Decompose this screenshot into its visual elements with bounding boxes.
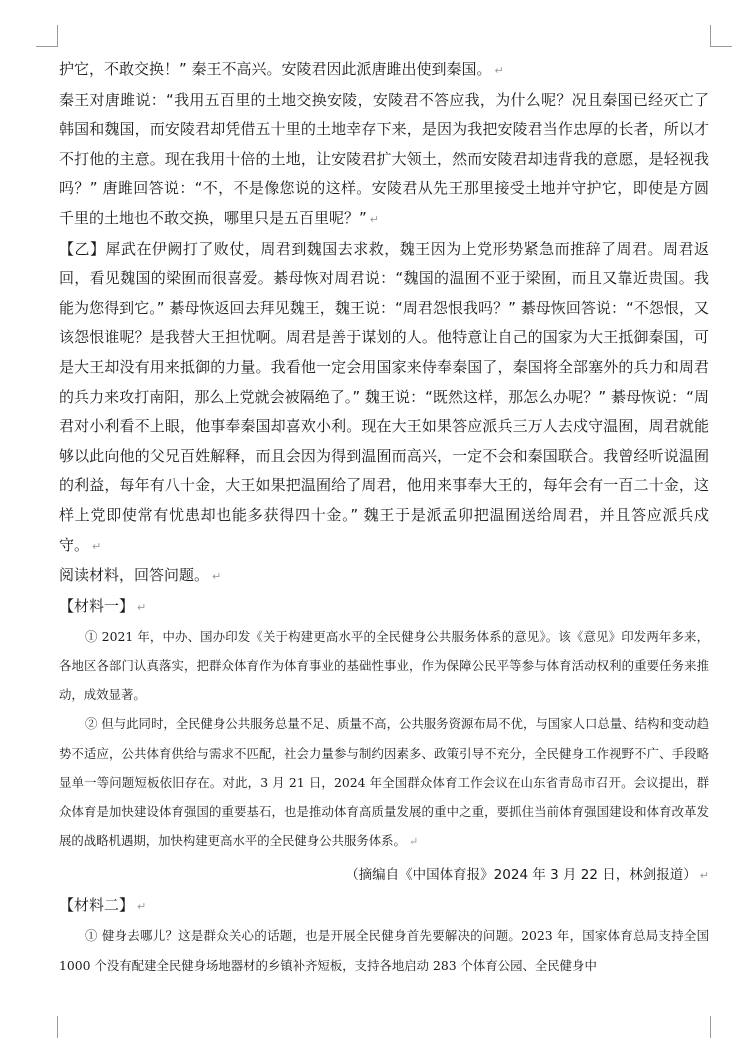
paragraph-mark-icon: ↵ bbox=[369, 212, 379, 226]
material-1-paragraph-2: ② 但与此同时，全民健身公共服务总量不足、质量不高，公共服务资源布局不优，与国家人口总量、结构和变动趋势不适应，公共体育供给与需求不匹配，社会力量参与制约因素多、政策引导不充分，全民健身工作视野不广、手段略显单一等问题短板依旧存在。对此，3 月 21 日，2024 年全国群众体育工作会议在山东省青岛市召开。会议提出，群众体育是加快建设体育强国的重要基石，也是推动体育高质量发展的重中之重，要抓住当前体育强国建设和体育改革发展的战略机遇期，加快构建更高水平的全民健身公共服务体系。 ↵ bbox=[59, 716, 709, 849]
crop-mark-bottom-left-v bbox=[57, 1016, 58, 1038]
passage-paragraph-1: 护它，不敢交换！” 秦王不高兴。安陵君因此派唐雎出使到秦国。 ↵ bbox=[59, 60, 504, 78]
instruction-text: 阅读材料，回答问题。 ↵ bbox=[59, 566, 222, 585]
paragraph-mark-icon: ↵ bbox=[494, 64, 504, 77]
paragraph-mark-icon: ↵ bbox=[212, 570, 222, 584]
crop-mark-top-right-h bbox=[710, 46, 732, 47]
passage-paragraph-3: 【乙】犀武在伊阙打了败仗，周君到魏国去求救，魏王因为上党形势紧急而推辞了周君。周君返回，看见魏国的梁囿而很喜爱。綦母恢对周君说：“魏国的温囿不亚于梁囿，而且又靠近贵国。我能为您得到它。” 綦母恢返回去拜见魏王，魏王说：“周君怨恨我吗？” 綦母恢回答说：“不怨恨，又该怨恨谁呢？是我替大王担忧啊。周君是善于谋划的人。他特意让自己的国家为大王抵御秦国，可是大王却没有用来抵御的力量。我看他一定会用国家来侍奉秦国了，秦国将全部塞外的兵力和周君的兵力来攻打南阳，那么上党就会被隔绝了。” 魏王说：“既然这样，那怎么办呢？” 綦母恢说：“周君对小利看不上眼，他事奉秦国却喜欢小利。现在大王如果答应派兵三万人去戍守温囿，周君就能够以此向他的父兄百姓解释，而且会因为得到温囿而高兴，一定不会和秦国联合。我曾经听说温囿的利益，每年有八十金，大王如果把温囿给了周君，他用来事奉大王的，每年会有一百二十金，这样上党即使常有忧患却也能多获得四十金。” 魏王于是派孟卯把温囿送给周君，并且答应派兵戍守。 ↵ bbox=[59, 239, 709, 554]
paragraph-mark-icon: ↵ bbox=[699, 869, 709, 883]
crop-mark-top-left-v bbox=[57, 25, 58, 47]
document-body bbox=[59, 55, 709, 980]
crop-mark-bottom-right-v bbox=[710, 1016, 711, 1038]
material-1-heading: 【材料一】 ↵ bbox=[59, 596, 147, 615]
crop-mark-top-left-h bbox=[36, 46, 58, 47]
material-2-paragraph-1: ① 健身去哪儿？这是群众关心的话题，也是开展全民健身首先要解决的问题。2023 年，国家体育总局支持全国 1000 个没有配建全民健身场地器材的乡镇补齐短板，支持各地启动 283 个体育公园、全民健身中 bbox=[59, 928, 709, 973]
paragraph-mark-icon: ↵ bbox=[137, 900, 147, 914]
material-1-source: （摘编自《中国体育报》2024 年 3 月 22 日，林剑报道） ↵ bbox=[345, 867, 709, 884]
paragraph-mark-icon: ↵ bbox=[137, 600, 147, 614]
crop-mark-top-right-v bbox=[710, 25, 711, 47]
material-2-heading: 【材料二】 ↵ bbox=[59, 896, 147, 915]
material-1-paragraph-1: ① 2021 年，中办、国办印发《关于构建更高水平的全民健身公共服务体系的意见》。该《意见》印发两年多来，各地区各部门认真落实，把群众体育作为体育事业的基础性事业，作为保障公民平等参与体育活动权利的重要任务来推动，成效显著。 bbox=[59, 628, 709, 703]
passage-paragraph-2: 秦王对唐雎说：“我用五百里的土地交换安陵，安陵君不答应我，为什么呢？况且秦国已经灭亡了韩国和魏国，而安陵君却凭借五十里的土地幸存下来，是因为我把安陵君当作忠厚的长者，所以才不打他的主意。现在我用十倍的土地，让安陵君扩大领土，然而安陵君却违背我的意愿，是轻视我吗？” 唐雎回答说：“不，不是像您说的这样。安陵君从先王那里接受土地并守护它，即使是方圆千里的土地也不敢交换，哪里只是五百里呢？” ↵ bbox=[59, 90, 709, 227]
paragraph-mark-icon: ↵ bbox=[408, 835, 419, 849]
paragraph-mark-icon: ↵ bbox=[92, 539, 102, 553]
